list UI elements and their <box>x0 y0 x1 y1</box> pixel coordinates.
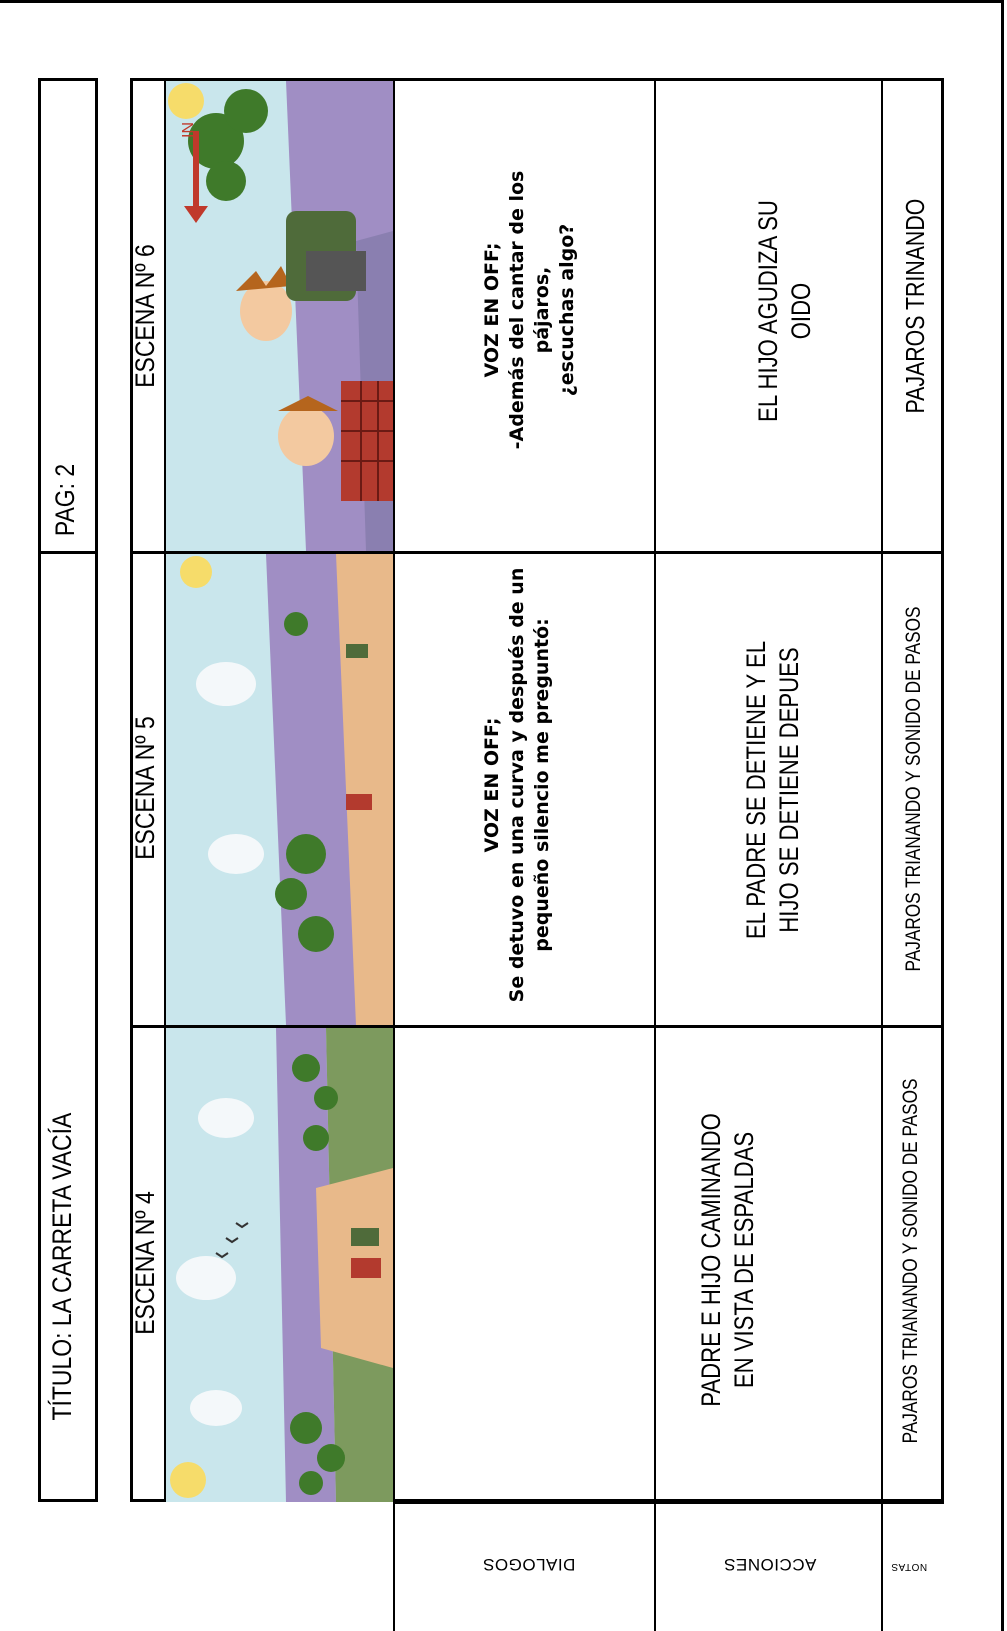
scene-5-dialog <box>480 555 560 1015</box>
scene-6-dialog-line-2: -Además del cantar de los pájaros, <box>506 170 553 450</box>
row-label-actions: ACCIONES <box>723 1555 817 1574</box>
col-divider-dialog <box>654 78 656 1631</box>
scene-5-action: EL PADRE SE DETIENE Y EL HIJO SE DETIENE DEPUES <box>741 640 804 940</box>
col-divider-actions <box>881 78 883 1631</box>
scene-5-dialog-line-2: Se detuvo en una curva y después de un <box>506 567 528 1003</box>
document-title: TÍTULO: LA CARRETA VACÍA <box>47 1112 77 1421</box>
page-number: PAG: 2 <box>50 463 80 537</box>
scene-4-action: PADRE E HIJO CAMINANDO EN VISTA DE ESPALDAS <box>696 1113 759 1407</box>
col-divider-image <box>393 78 395 1631</box>
title-divider <box>38 551 98 554</box>
scene-5-label: ESCENA Nº 5 <box>130 716 160 860</box>
scene-5-notes: PAJAROS TRIANANDO Y SONIDO DE PASOS <box>902 606 925 972</box>
row-label-dialogs: DIALOGOS <box>482 1555 576 1574</box>
row-label-top <box>393 1502 944 1504</box>
scene-4-illustration <box>166 1028 393 1502</box>
scene-5-dialog-line-3: pequeño silencio me preguntó: <box>531 618 553 952</box>
scene-5-illustration <box>166 554 393 1025</box>
scene-6-notes: PAJAROS TRINANDO <box>900 198 930 414</box>
scene-6-action: EL HIJO AGUDIZA SU OIDO <box>753 200 816 422</box>
scene-5-dialog-line-1: VOZ EN OFF; <box>481 717 503 853</box>
camera-in-label: IN <box>180 122 197 138</box>
scene-6-label: ESCENA Nº 6 <box>130 244 160 388</box>
scene-4-label: ESCENA Nº 4 <box>130 1191 160 1335</box>
scene-6-dialog-line-3: ¿escuchas algo? <box>556 223 578 397</box>
scene-6-dialog-line-1: VOZ EN OFF; <box>481 242 503 378</box>
scene-6-illustration <box>166 81 393 551</box>
scene-4-notes: PAJAROS TRIANANDO Y SONIDO DE PASOS <box>899 1078 922 1444</box>
scene-6-dialog <box>480 125 578 495</box>
row-label-notes: NOTAS <box>890 1561 928 1572</box>
